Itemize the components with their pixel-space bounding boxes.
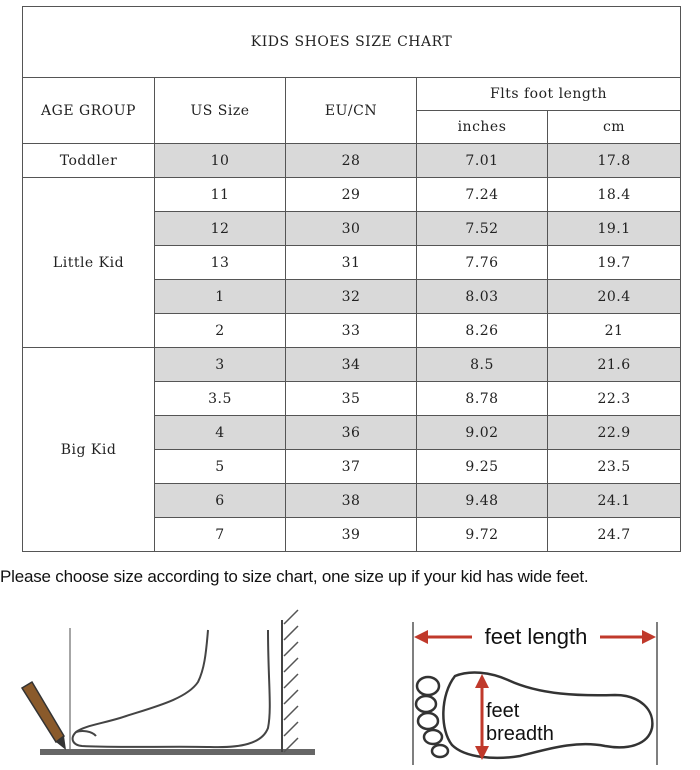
inches-cell: 8.5 xyxy=(417,348,548,382)
chart-title: KIDS SHOES SIZE CHART xyxy=(23,7,681,78)
header-inches: inches xyxy=(417,111,548,144)
us-size-cell: 10 xyxy=(155,144,286,178)
cm-cell: 20.4 xyxy=(548,280,681,314)
inches-cell: 8.78 xyxy=(417,382,548,416)
inches-cell: 7.52 xyxy=(417,212,548,246)
us-size-cell: 3.5 xyxy=(155,382,286,416)
size-advice-note: Please choose size according to size chart, one size up if your kid has wide feet. xyxy=(0,567,589,586)
us-size-cell: 5 xyxy=(155,450,286,484)
us-size-cell: 2 xyxy=(155,314,286,348)
us-size-cell: 13 xyxy=(155,246,286,280)
eu-size-cell: 37 xyxy=(286,450,417,484)
eu-size-cell: 35 xyxy=(286,382,417,416)
cm-cell: 21 xyxy=(548,314,681,348)
inches-cell: 9.48 xyxy=(417,484,548,518)
eu-size-cell: 32 xyxy=(286,280,417,314)
us-size-cell: 3 xyxy=(155,348,286,382)
inches-cell: 8.26 xyxy=(417,314,548,348)
header-eu-cn: EU/CN xyxy=(286,78,417,144)
us-size-cell: 7 xyxy=(155,518,286,552)
wall-icon xyxy=(282,610,298,752)
header-us-size: US Size xyxy=(155,78,286,144)
cm-cell: 22.9 xyxy=(548,416,681,450)
cm-cell: 17.8 xyxy=(548,144,681,178)
age-group-cell: Little Kid xyxy=(23,178,155,348)
cm-cell: 24.1 xyxy=(548,484,681,518)
us-size-cell: 1 xyxy=(155,280,286,314)
inches-cell: 7.24 xyxy=(417,178,548,212)
eu-size-cell: 34 xyxy=(286,348,417,382)
header-cm: cm xyxy=(548,111,681,144)
eu-size-cell: 36 xyxy=(286,416,417,450)
feet-length-label: feet length xyxy=(484,624,588,649)
eu-size-cell: 39 xyxy=(286,518,417,552)
inches-cell: 7.76 xyxy=(417,246,548,280)
inches-cell: 8.03 xyxy=(417,280,548,314)
table-row xyxy=(23,144,681,178)
us-size-cell: 11 xyxy=(155,178,286,212)
table-row xyxy=(23,178,681,212)
us-size-cell: 4 xyxy=(155,416,286,450)
cm-cell: 22.3 xyxy=(548,382,681,416)
us-size-cell: 6 xyxy=(155,484,286,518)
cm-cell: 19.7 xyxy=(548,246,681,280)
eu-size-cell: 29 xyxy=(286,178,417,212)
cm-cell: 19.1 xyxy=(548,212,681,246)
size-chart-table xyxy=(22,6,681,552)
pencil-icon xyxy=(22,682,66,750)
header-age-group: AGE GROUP xyxy=(23,78,155,144)
feet-breadth-label-1: feet xyxy=(486,700,520,722)
age-group-cell: Big Kid xyxy=(23,348,155,552)
eu-size-cell: 33 xyxy=(286,314,417,348)
foot-measure-illustration xyxy=(0,600,700,770)
age-group-cell: Toddler xyxy=(23,144,155,178)
inches-cell: 9.02 xyxy=(417,416,548,450)
header-foot-length: Flts foot length xyxy=(417,78,681,111)
feet-breadth-label-2: breadth xyxy=(486,723,554,745)
us-size-cell: 12 xyxy=(155,212,286,246)
cm-cell: 21.6 xyxy=(548,348,681,382)
eu-size-cell: 28 xyxy=(286,144,417,178)
table-row xyxy=(23,348,681,382)
foot-top-view xyxy=(413,622,657,765)
eu-size-cell: 31 xyxy=(286,246,417,280)
foot-side-view xyxy=(40,628,315,752)
eu-size-cell: 30 xyxy=(286,212,417,246)
cm-cell: 18.4 xyxy=(548,178,681,212)
inches-cell: 9.25 xyxy=(417,450,548,484)
cm-cell: 24.7 xyxy=(548,518,681,552)
inches-cell: 9.72 xyxy=(417,518,548,552)
inches-cell: 7.01 xyxy=(417,144,548,178)
eu-size-cell: 38 xyxy=(286,484,417,518)
cm-cell: 23.5 xyxy=(548,450,681,484)
